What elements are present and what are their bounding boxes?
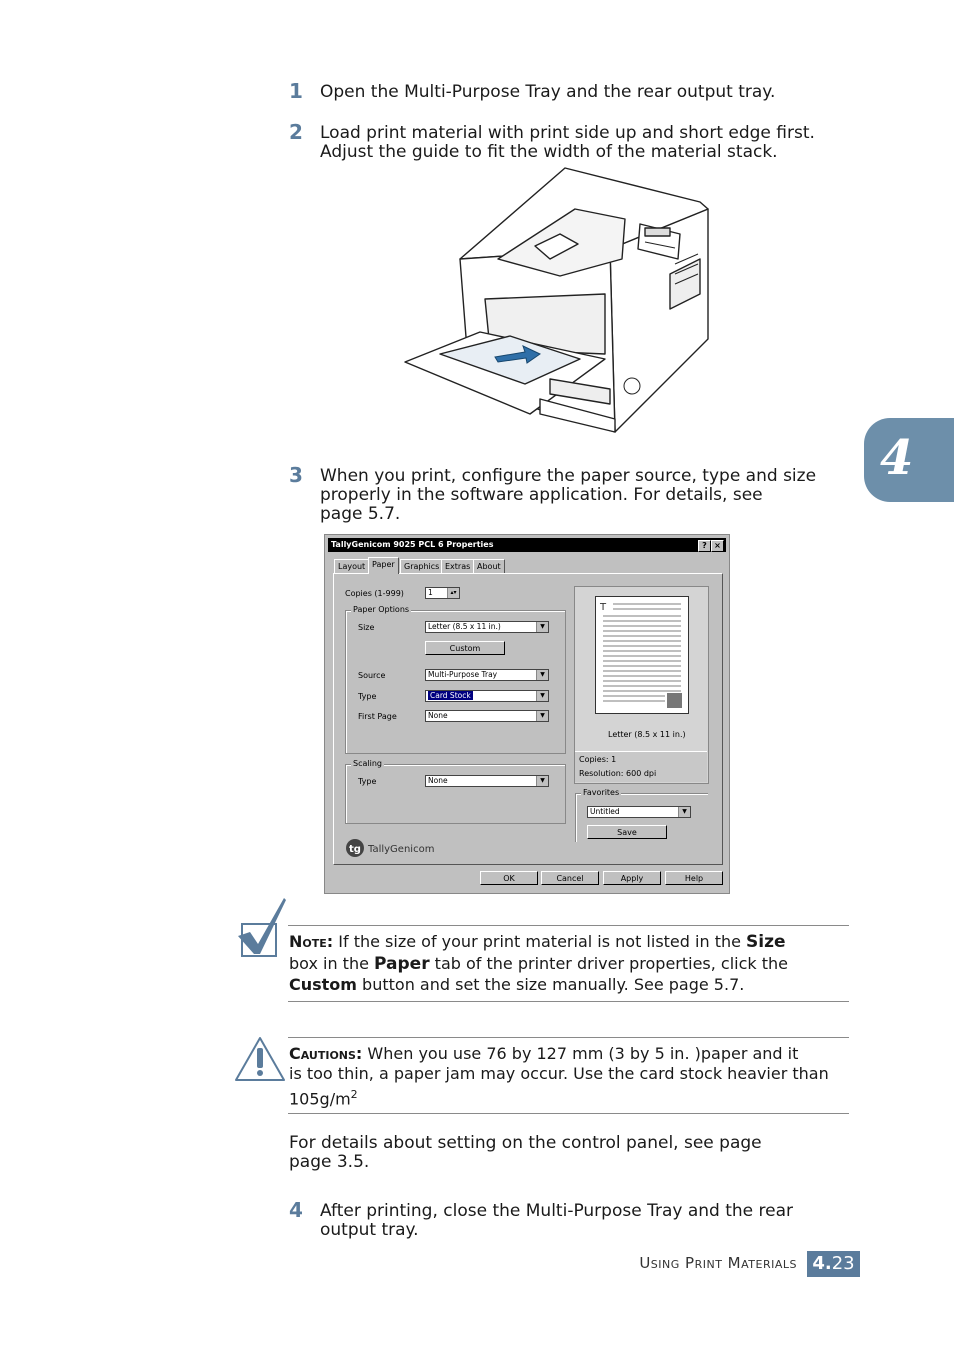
ok-button[interactable]: OK bbox=[480, 871, 538, 885]
dialog-title-bar bbox=[328, 538, 726, 552]
chevron-down-icon[interactable]: ▼ bbox=[678, 807, 690, 817]
footer-section-title: Using Print Materials bbox=[639, 1254, 797, 1272]
caution-top-rule bbox=[288, 1037, 849, 1038]
first-page-label: First Page bbox=[358, 712, 397, 721]
caution-bottom-rule bbox=[288, 1113, 849, 1114]
custom-button[interactable]: Custom bbox=[425, 641, 505, 655]
source-label: Source bbox=[358, 671, 386, 680]
type-label: Type bbox=[358, 692, 377, 701]
tab-graphics[interactable]: Graphics bbox=[400, 559, 443, 573]
source-select[interactable]: Multi-Purpose Tray ▼ bbox=[425, 669, 549, 681]
resolution-info: Resolution: 600 dpi bbox=[579, 769, 657, 778]
control-panel-note-line1: For details about setting on the control panel, see page bbox=[289, 1133, 762, 1153]
step-2-text-line2: Adjust the guide to fit the width of the material stack. bbox=[320, 142, 778, 162]
help-button[interactable]: Help bbox=[665, 871, 723, 885]
tab-about[interactable]: About bbox=[473, 559, 505, 573]
step-1-text: Open the Multi-Purpose Tray and the rear output tray. bbox=[320, 82, 776, 102]
caution-line-1: Cautions: When you use 76 by 127 mm (3 by 5 in. )paper and it bbox=[289, 1044, 799, 1063]
control-panel-note-line2: page 3.5. bbox=[289, 1152, 370, 1172]
chevron-down-icon[interactable]: ▼ bbox=[536, 691, 548, 701]
caution-line-2: is too thin, a paper jam may occur. Use the card stock heavier than bbox=[289, 1064, 829, 1083]
note-bottom-rule bbox=[288, 1001, 849, 1002]
note-label: Note: bbox=[289, 932, 334, 951]
step-3-text-line1: When you print, configure the paper source, type and size bbox=[320, 466, 817, 486]
caution-label: Cautions: bbox=[289, 1044, 363, 1063]
step-1-number: 1 bbox=[289, 79, 303, 103]
dialog-title: TallyGenicom 9025 PCL 6 Properties bbox=[331, 540, 494, 549]
checkmark-note-icon bbox=[236, 896, 288, 960]
step-3-text-line3: page 5.7. bbox=[320, 504, 401, 524]
copies-input[interactable]: 1 ▴▾ bbox=[425, 587, 460, 599]
step-2-text-line1: Load print material with print side up and short edge first. bbox=[320, 123, 815, 143]
copies-spinner-icon[interactable]: ▴▾ bbox=[447, 588, 459, 598]
chevron-down-icon[interactable]: ▼ bbox=[536, 622, 548, 632]
scaling-title: Scaling bbox=[353, 759, 382, 768]
paper-tab-panel bbox=[333, 573, 723, 865]
copies-info: Copies: 1 bbox=[579, 755, 617, 764]
close-icon[interactable]: × bbox=[711, 540, 724, 552]
apply-button[interactable]: Apply bbox=[603, 871, 661, 885]
help-title-button[interactable]: ? bbox=[698, 540, 711, 552]
tab-extras[interactable]: Extras bbox=[441, 559, 474, 573]
page-preview-icon bbox=[595, 596, 689, 714]
paper-options-title: Paper Options bbox=[353, 605, 410, 614]
printer-properties-dialog bbox=[324, 534, 730, 894]
note-line-1: Note: If the size of your print material is not listed in the Size bbox=[289, 932, 786, 952]
tab-layout[interactable]: Layout bbox=[334, 559, 369, 573]
size-label: Size bbox=[358, 623, 375, 632]
chevron-down-icon[interactable]: ▼ bbox=[536, 776, 548, 786]
step-2-number: 2 bbox=[289, 120, 303, 144]
copies-label: Copies (1-999) bbox=[345, 589, 404, 598]
preview-caption: Letter (8.5 x 11 in.) bbox=[608, 730, 686, 739]
note-top-rule bbox=[288, 925, 849, 926]
cancel-button[interactable]: Cancel bbox=[541, 871, 599, 885]
preview-letter: T bbox=[600, 602, 607, 613]
step-4-text-line1: After printing, close the Multi-Purpose Tray and the rear bbox=[320, 1201, 794, 1221]
caution-line-3: $105g/m^2$ bbox=[289, 1088, 358, 1109]
printer-illustration bbox=[400, 164, 715, 434]
footer-page-number: 4.23 bbox=[807, 1251, 860, 1277]
scaling-group bbox=[345, 759, 566, 824]
chapter-number: 4 bbox=[880, 430, 914, 486]
favorites-select[interactable]: Untitled ▼ bbox=[587, 806, 691, 818]
type-select[interactable]: Card Stock ▼ bbox=[425, 690, 549, 702]
scaling-type-label: Type bbox=[358, 777, 377, 786]
note-line-2: box in the Paper tab of the printer driver properties, click the bbox=[289, 954, 789, 974]
brand-name: TallyGenicom bbox=[368, 844, 435, 855]
favorites-title: Favorites bbox=[583, 788, 620, 797]
size-select[interactable]: Letter (8.5 x 11 in.) ▼ bbox=[425, 621, 549, 633]
save-button[interactable]: Save bbox=[587, 825, 667, 839]
tallygenicom-logo-icon bbox=[345, 838, 367, 858]
step-4-text-line2: output tray. bbox=[320, 1220, 419, 1240]
chevron-down-icon[interactable]: ▼ bbox=[536, 711, 548, 721]
note-line-3: Custom button and set the size manually. See page 5.7. bbox=[289, 975, 745, 994]
tab-paper[interactable]: Paper bbox=[368, 557, 399, 574]
svg-text:tg: tg bbox=[349, 844, 361, 855]
chevron-down-icon[interactable]: ▼ bbox=[536, 670, 548, 680]
scaling-type-select[interactable]: None ▼ bbox=[425, 775, 549, 787]
step-4-number: 4 bbox=[289, 1198, 303, 1222]
warning-caution-icon bbox=[234, 1036, 286, 1082]
step-3-number: 3 bbox=[289, 463, 303, 487]
first-page-select[interactable]: None ▼ bbox=[425, 710, 549, 722]
step-3-text-line2: properly in the software application. For details, see bbox=[320, 485, 763, 505]
